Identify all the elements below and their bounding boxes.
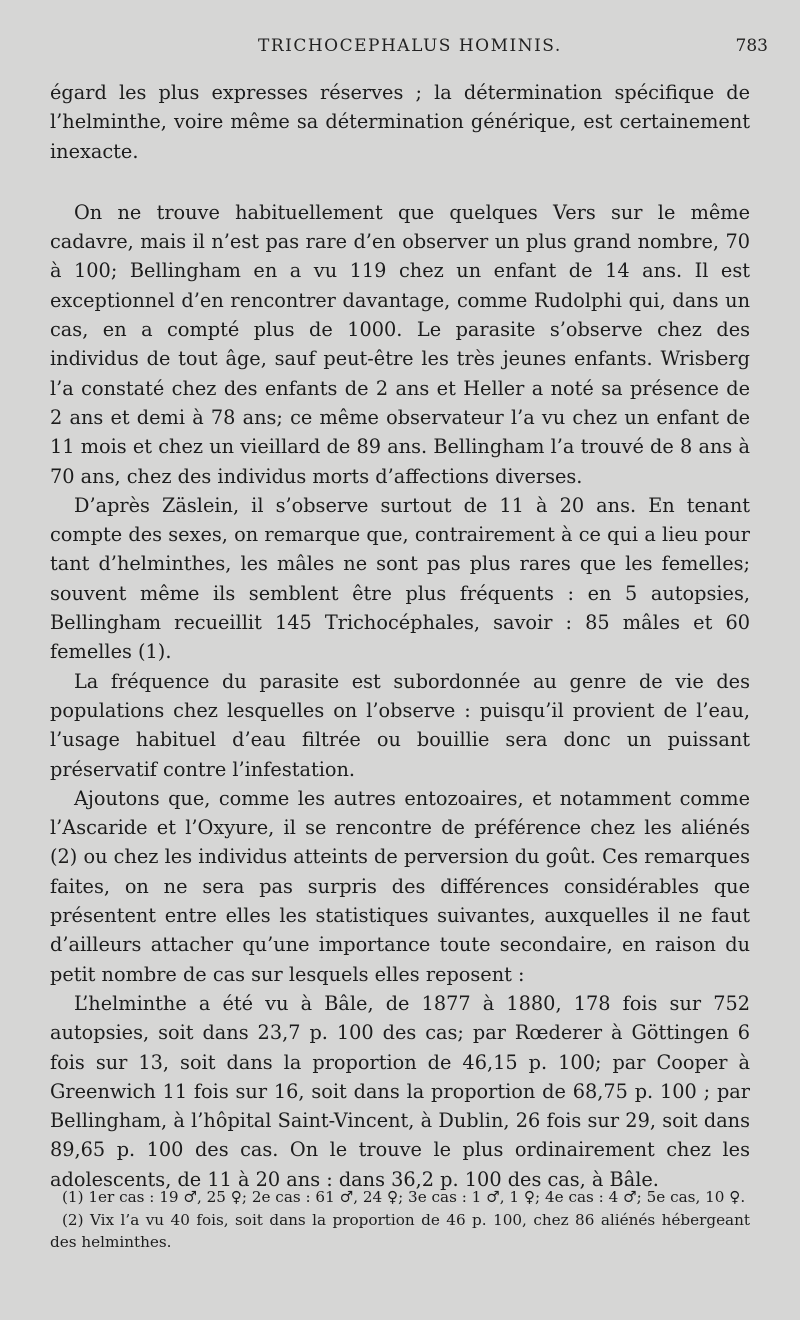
footnote-1: (1) 1er cas : 19 ♂, 25 ♀; 2e cas : 61 ♂, 24 ♀; 3e cas : 1 ♂, 1 ♀; 4e cas : 4 ♂; 5e cas, 10 ♀. <box>62 1188 746 1206</box>
footnotes <box>50 1186 750 1254</box>
paragraph-alienes: Ajoutons que, comme les autres entozoaires, et notamment comme l’Ascaride et l’Oxyure, il se rencontre de préférence chez les aliénés (2) ou chez les individus atteints de perversion du goût. Ces remarques faites, on ne sera pas surpris des différences considérables que présentent entre elles les statistiques suivantes, auxquelles il ne faut d’ailleurs attacher qu’une importance toute secondaire, en raison du petit nombre de cas sur lesquels elles reposent : <box>50 786 750 986</box>
paragraph-continuation: égard les plus expresses réserves ; la détermination spécifique de l’helminthe, voire même sa détermination générique, est certainement inexacte. <box>50 81 750 163</box>
footnote-2: (2) Vix l’a vu 40 fois, soit dans la proportion de 46 p. 100, chez 86 aliénés hébergeant des helminthes. <box>50 1210 750 1251</box>
running-title: TRICHOCEPHALUS HOMINIS. <box>258 36 562 56</box>
running-head <box>0 36 800 66</box>
paragraph-prevention: La fréquence du parasite est subordonnée au genre de vie des populations chez lesquelles on l’observe : puisqu’il provient de l’eau, l’usage habituel d’eau filtrée ou bouillie sera donc un puissant préservatif contre l’infestation. <box>50 669 750 781</box>
paragraph-statistics: L’helminthe a été vu à Bâle, de 1877 à 1880, 178 fois sur 752 autopsies, soit dans 23,7 p. 100 des cas; par Rœderer à Göttingen 6 fois sur 13, soit dans la proportion de 46,15 p. 100; par Cooper à Greenwich 11 fois sur 16, soit dans la proportion de 68,75 p. 100 ; par Bellingham, à l’hôpital Saint-Vincent, à Dublin, 26 fois sur 29, soit dans 89,65 p. 100 des cas. On le trouve le plus ordinairement chez les adolescents, de 11 à 20 ans : dans 36,2 p. 100 des cas, à Bâle. <box>50 991 750 1191</box>
paragraph-worm-count: On ne trouve habituellement que quelques Vers sur le même cadavre, mais il n’est pas rare d’en observer un plus grand nombre, 70 à 100; Bellingham en a vu 119 chez un enfant de 14 ans. Il est exceptionnel d’en rencontrer davantage, comme Rudolphi qui, dans un cas, en a compté plus de 1000. Le parasite s’observe chez des individus de tout âge, sauf peut-être les très jeunes enfants. Wrisberg l’a constaté chez des enfants de 2 ans et Heller a noté sa présence de 2 ans et demi à 78 ans; ce même observateur l’a vu chez un enfant de 11 mois et chez un vieillard de 89 ans. Bellingham l’a trouvé de 8 ans à 70 ans, chez des individus morts d’affections diverses. <box>50 200 750 488</box>
body-text <box>50 78 750 1194</box>
page-number: 783 <box>735 36 768 56</box>
paragraph-age-sex: D’après Zäslein, il s’observe surtout de 11 à 20 ans. En tenant compte des sexes, on remarque que, contrairement à ce qui a lieu pour tant d’helminthes, les mâles ne sont pas plus rares que les femelles; souvent même ils semblent être plus fréquents : en 5 autopsies, Bellingham recueillit 145 Trichocéphales, savoir : 85 mâles et 60 femelles (1). <box>50 493 750 664</box>
